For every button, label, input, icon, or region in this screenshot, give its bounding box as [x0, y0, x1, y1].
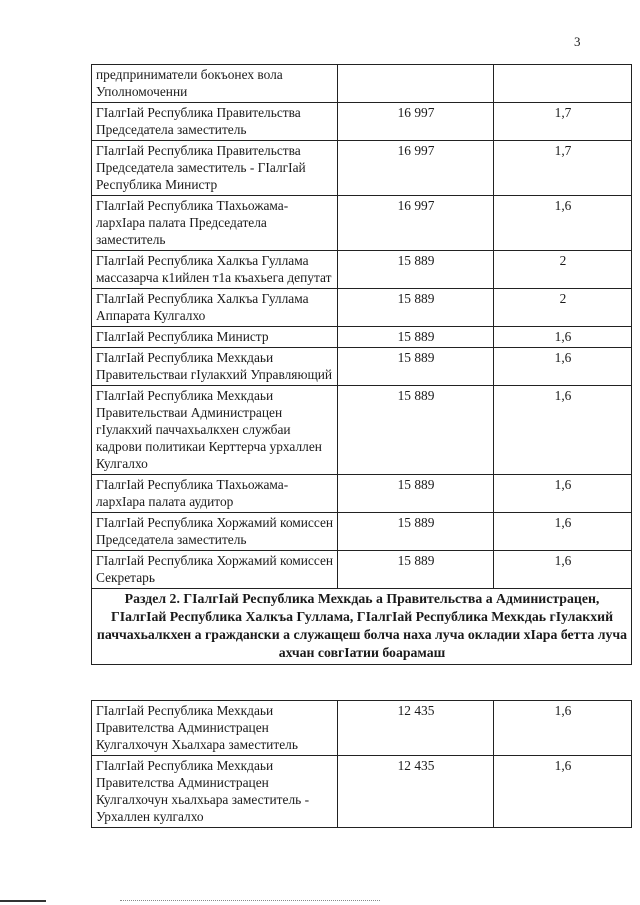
- salary-cell: 12 435: [338, 756, 494, 828]
- salary-cell: 16 997: [338, 196, 494, 251]
- table-row: [92, 196, 632, 251]
- salary-cell: 15 889: [338, 348, 494, 386]
- coefficient-cell: 2: [494, 289, 632, 327]
- salary-cell: 15 889: [338, 251, 494, 289]
- rows-after: [92, 701, 632, 828]
- table-row: [92, 386, 632, 475]
- position-cell: ГIалгIай Республика Мехкдаьи Правительстваи Администрацен гIулакхий паччахьалкхен службаи кадрови политикаи Керттерча урхаллен Кулгалхо: [92, 386, 338, 475]
- table-row: [92, 289, 632, 327]
- salary-table: [91, 64, 632, 828]
- section-2: [92, 589, 632, 701]
- salary-cell: 16 997: [338, 103, 494, 141]
- position-cell: ГIалгIай Республика Министр: [92, 327, 338, 348]
- table-row: [92, 103, 632, 141]
- coefficient-cell: [494, 65, 632, 103]
- salary-cell: 15 889: [338, 327, 494, 348]
- table-row: [92, 756, 632, 828]
- coefficient-cell: 1,6: [494, 327, 632, 348]
- section-heading: Раздел 2. ГIалгIай Республика Мехкдаь а Правительства а Администрацен, ГIалгIай Республика Халкъа Гуллама, ГIалгIай Республика Мехкдаь гIулакхий паччахьалкхен а граждански а служащеш болча наха луча окладии хIара бетта луча ахчан совгIатии боарамаш: [92, 589, 632, 665]
- position-cell: ГIалгIай Республика Халкъа Гуллама Аппарата Кулгалхо: [92, 289, 338, 327]
- table-row: [92, 551, 632, 589]
- position-cell: ГIалгIай Республика Мехкдаьи Правителства Администрацен Кулгалхочун хьалхьара заместитель - Урхаллен кулгалхо: [92, 756, 338, 828]
- page-number: 3: [574, 34, 581, 49]
- coefficient-cell: 1,6: [494, 551, 632, 589]
- salary-cell: 15 889: [338, 386, 494, 475]
- coefficient-cell: 1,7: [494, 141, 632, 196]
- salary-cell: 15 889: [338, 551, 494, 589]
- scan-edge-mark: [0, 900, 46, 902]
- salary-cell: 15 889: [338, 513, 494, 551]
- scan-edge-dots: [120, 900, 380, 902]
- coefficient-cell: 1,6: [494, 513, 632, 551]
- position-cell: ГIалгIай Республика ТIахьожама-лархIара палата Председателa заместитель: [92, 196, 338, 251]
- coefficient-cell: 1,6: [494, 386, 632, 475]
- position-cell: ГIалгIай Республика Правительства Председателa заместитель: [92, 103, 338, 141]
- salary-cell: 15 889: [338, 289, 494, 327]
- coefficient-cell: 1,6: [494, 475, 632, 513]
- table-row: [92, 65, 632, 103]
- salary-cell: 12 435: [338, 701, 494, 756]
- spacer-row: [92, 665, 632, 701]
- table-row: [92, 475, 632, 513]
- table-row: [92, 701, 632, 756]
- salary-cell: 16 997: [338, 141, 494, 196]
- position-cell: предприниматели бокъонех вола Уполномоченни: [92, 65, 338, 103]
- position-cell: ГIалгIай Республика Мехкдаьи Правительстваи гIулакхий Управляющий: [92, 348, 338, 386]
- table-row: [92, 348, 632, 386]
- table-row: [92, 141, 632, 196]
- coefficient-cell: 1,6: [494, 701, 632, 756]
- table-row: [92, 251, 632, 289]
- coefficient-cell: 1,6: [494, 756, 632, 828]
- position-cell: ГIалгIай Республика Мехкдаьи Правителства Администрацен Кулгалхочун Хьалхара заместитель: [92, 701, 338, 756]
- position-cell: ГIалгIай Республика Хоржамий комиссен Секретарь: [92, 551, 338, 589]
- spacer-cell: [92, 665, 632, 701]
- coefficient-cell: 1,6: [494, 196, 632, 251]
- coefficient-cell: 1,7: [494, 103, 632, 141]
- coefficient-cell: 1,6: [494, 348, 632, 386]
- coefficient-cell: 2: [494, 251, 632, 289]
- table-row: [92, 327, 632, 348]
- position-cell: ГIалгIай Республика Хоржамий комиссен Председателa заместитель: [92, 513, 338, 551]
- table-row: [92, 513, 632, 551]
- position-cell: ГIалгIай Республика Правительства Председателa заместитель - ГIалгIай Республика Министр: [92, 141, 338, 196]
- section-heading-row: [92, 589, 632, 665]
- position-cell: ГIалгIай Республика Халкъа Гуллама массазарча к1ийлен т1а къахьега депутат: [92, 251, 338, 289]
- salary-cell: [338, 65, 494, 103]
- rows-before: [92, 65, 632, 589]
- position-cell: ГIалгIай Республика ТIахьожама-лархIара палата аудитор: [92, 475, 338, 513]
- salary-cell: 15 889: [338, 475, 494, 513]
